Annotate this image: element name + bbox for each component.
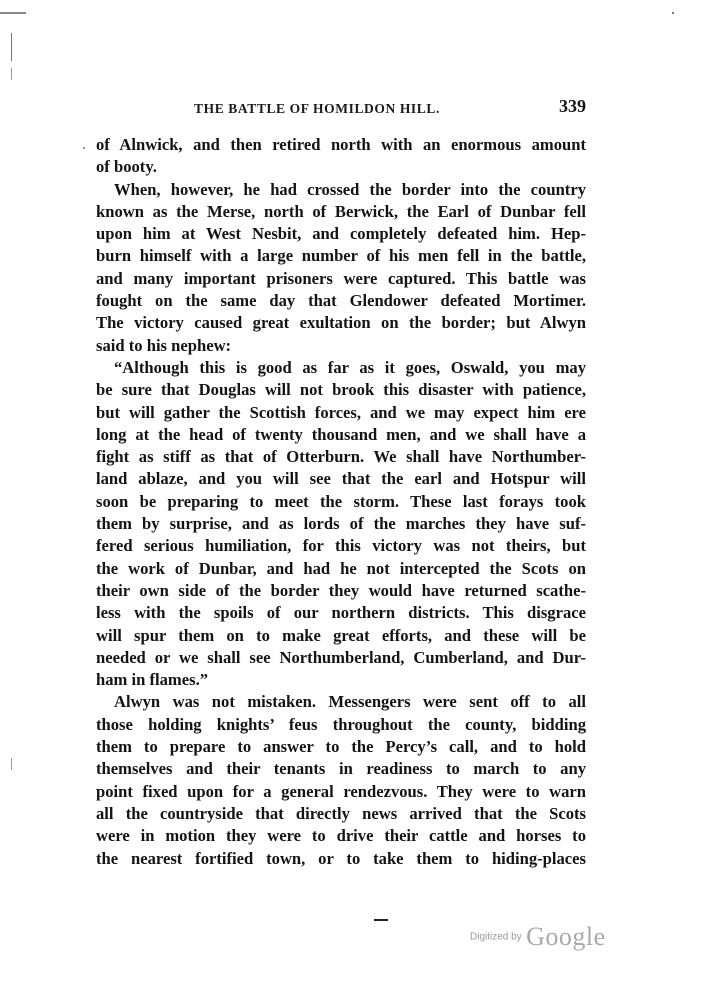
text-line: “Although this is good as far as it goes, Oswald, you may — [114, 357, 586, 377]
text-line: burn himself with a large number of his men fell in the battle, — [96, 246, 586, 266]
text-line: will spur them on to make great efforts, and these will be — [96, 625, 586, 645]
text-line: point fixed upon for a general rendezvous. They were to warn — [96, 781, 586, 801]
book-page — [96, 96, 586, 870]
text-line: fought on the same day that Glendower defeated Mortimer. — [96, 291, 586, 311]
text-line: those holding knights’ feus throughout the county, bidding — [96, 714, 586, 734]
watermark-prefix: Digitized by — [470, 931, 522, 943]
text-line: Alwyn was not mistaken. Messengers were sent off to all — [114, 692, 586, 712]
text-line: The victory caused great exultation on the border; but Alwyn — [96, 313, 586, 333]
text-line: them to prepare to answer to the Percy’s call, and to hold — [96, 737, 586, 757]
text-line: all the countryside that directly news arrived that the Scots — [96, 803, 586, 823]
page-number: 339 — [559, 96, 586, 116]
text-line: the work of Dunbar, and had he not intercepted the Scots on — [96, 558, 586, 578]
text-line: known as the Merse, north of Berwick, the Earl of Dunbar fell — [96, 201, 586, 221]
running-header — [96, 96, 586, 122]
scan-margin-mark — [11, 68, 12, 80]
text-line: said to his nephew: — [96, 335, 232, 355]
text-line: fight as stiff as that of Otterburn. We shall have Northumber- — [96, 447, 586, 467]
running-title: THE BATTLE OF HOMILDON HILL. — [194, 101, 440, 116]
text-line: less with the spoils of our northern districts. This disgrace — [96, 603, 586, 623]
text-line: the nearest fortified town, or to take them to hiding-places — [96, 848, 586, 868]
text-line: upon him at West Nesbit, and completely defeated him. Hep- — [96, 224, 586, 244]
scan-edge-mark — [0, 12, 26, 14]
text-line: long at the head of twenty thousand men, and we shall have a — [96, 424, 586, 444]
scan-speck — [672, 12, 674, 14]
signature-dash — [374, 919, 388, 921]
text-line: soon be preparing to meet the storm. These last forays took — [96, 491, 586, 511]
text-line: of Alnwick, and then retired north with an enormous amount — [96, 135, 586, 154]
text-line: but will gather the Scottish forces, and we may expect him ere — [96, 402, 586, 422]
text-line: their own side of the border they would have returned scathe- — [96, 580, 586, 600]
text-line: of booty. — [96, 157, 157, 177]
text-line: themselves and their tenants in readiness to march to any — [96, 759, 586, 779]
text-line: When, however, he had crossed the border into the country — [114, 179, 586, 199]
text-line: be sure that Douglas will not brook this disaster with patience, — [96, 380, 586, 400]
text-line: needed or we shall see Northumberland, Cumberland, and Dur- — [96, 647, 586, 667]
watermark-brand: Google — [526, 922, 606, 951]
body-text — [96, 134, 586, 870]
text-line: them by surprise, and as lords of the marches they have suf- — [96, 514, 586, 534]
text-line: ham in flames.” — [96, 670, 209, 690]
text-line: fered serious humiliation, for this victory was not theirs, but — [96, 536, 586, 556]
scan-margin-mark — [11, 33, 12, 61]
digitization-watermark — [470, 922, 606, 952]
scan-margin-mark — [11, 758, 12, 770]
scan-speck — [83, 147, 85, 149]
text-line: land ablaze, and you will see that the earl and Hotspur will — [96, 469, 586, 489]
text-line: and many important prisoners were captured. This battle was — [96, 268, 586, 288]
text-line: were in motion they were to drive their cattle and horses to — [96, 826, 586, 846]
